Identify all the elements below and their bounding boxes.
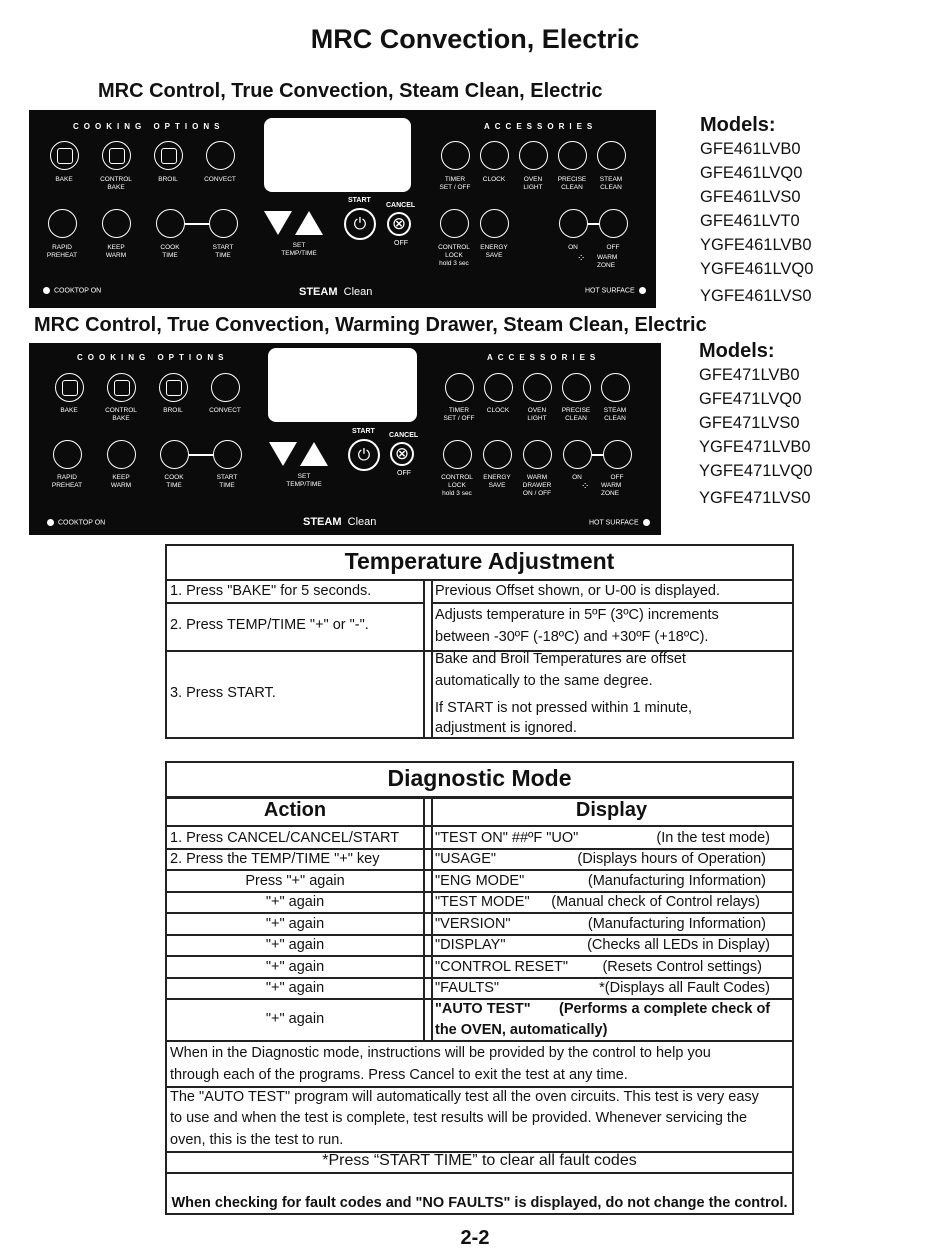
warm-zone-off-button[interactable] [599,209,628,238]
keep-warm-label: KEEP WARM [110,474,132,489]
broil-label: BROIL [163,407,183,414]
start-time-button[interactable] [209,209,238,238]
clear-fault-note: *Press “START TIME” to clear all fault codes [322,1152,637,1169]
energy-save-button[interactable] [483,440,512,469]
model-number: YGFE461LVQ0 [700,260,814,278]
precise-clean-button[interactable] [558,141,587,170]
model-number: GFE461LVQ0 [700,164,803,182]
step-1: 1. Press "BAKE" for 5 seconds. [170,583,372,599]
model-number: YGFE461LVS0 [700,287,812,305]
start-time-label: START TIME [216,474,238,489]
display-row-9: "AUTO TEST" [435,1001,531,1017]
warm-drawer-button[interactable] [523,440,552,469]
panel2-title: MRC Control, True Convection, Warming Drawer, Steam Clean, Electric [34,314,707,336]
broil-button[interactable] [154,141,183,170]
precise-clean-button[interactable] [562,373,591,402]
table-title: Temperature Adjustment [344,548,615,574]
result-2-line1: Adjusts temperature in 5ºF (3ºC) increments [435,607,719,623]
rapid-preheat-label: RAPID PREHEAT [46,244,78,259]
action-row-8: "+" again [265,980,325,996]
accessories-header: ACCESSORIES [484,122,598,131]
result-3-line2: automatically to the same degree. [435,673,653,689]
timer-button[interactable] [445,373,474,402]
note-row-7: (Resets Control settings) [602,959,762,975]
models-list [700,137,813,308]
keep-warm-label: KEEP WARM [105,244,127,259]
action-row-4: "+" again [265,894,325,910]
set-temp-label: SET TEMP/TIME [281,242,317,257]
cancel-button[interactable] [387,212,411,236]
result-3-line4: adjustment is ignored. [435,720,577,736]
display-row-3: "ENG MODE" [435,873,525,889]
result-2-line2: between -30ºF (-18ºC) and +30ºF (+18ºC). [435,629,709,645]
model-number: GFE461LVB0 [700,140,801,158]
rapid-preheat-button[interactable] [53,440,82,469]
off-label: OFF [610,474,624,481]
diagnostic-note-2-line1: The "AUTO TEST" program will automatically test all the oven circuits. This test is very easy [170,1089,759,1105]
model-number: YGFE471LVB0 [699,438,811,456]
diagnostic-mode-table [165,761,794,1215]
bake-label: BAKE [55,176,73,183]
display-row-4: "TEST MODE" [435,894,530,910]
note-row-9: (Performs a complete check of [559,1001,771,1017]
start-label: START [352,428,375,435]
warm-zone-label: WARM ZONE [597,254,618,269]
action-row-6: "+" again [265,937,325,953]
hot-surface-indicator [589,519,654,526]
temperature-adjustment-table [165,544,794,739]
hot-surface-label: HOT SURFACE [589,519,639,527]
broil-label: BROIL [158,176,178,183]
clean-word: Clean [347,516,377,528]
models-block-1 [700,114,813,308]
action-row-2: 2. Press the TEMP/TIME "+" key [170,851,380,867]
action-column-header: Action [263,799,327,821]
display-row-2: "USAGE" [435,851,497,867]
table-title: Diagnostic Mode [387,765,572,791]
note-row-3: (Manufacturing Information) [587,873,766,889]
temp-up-button[interactable] [300,442,328,466]
warm-drawer-label: WARM DRAWER ON / OFF [522,474,552,497]
accessories-header: ACCESSORIES [487,353,601,362]
cooking-options-header: COOKING OPTIONS [73,122,225,131]
start-button[interactable] [344,208,376,240]
display-column-header: Display [575,799,648,821]
steam-word: STEAM [299,286,338,298]
rapid-preheat-label: RAPID PREHEAT [51,474,83,489]
cooktop-on-label: COOKTOP ON [54,287,102,295]
action-row-1: 1. Press CANCEL/CANCEL/START [170,830,400,846]
control-lock-label: CONTROL LOCK hold 3 sec [438,244,470,267]
control-bake-label: CONTROL BAKE [100,176,132,191]
diagnostic-note-2-line3: oven, this is the test to run. [170,1132,344,1148]
cancel-label: CANCEL [386,202,416,209]
model-number: GFE471LVQ0 [699,390,802,408]
step-3: 3. Press START. [170,685,276,701]
action-row-9: "+" again [265,1011,325,1027]
oven-light-button[interactable] [523,373,552,402]
models-block-2 [699,340,812,510]
start-label: START [348,197,371,204]
display-row-1: "TEST ON" ##ºF "UO" [435,830,579,846]
rapid-preheat-button[interactable] [48,209,77,238]
hot-surface-label: HOT SURFACE [585,287,635,295]
action-row-3: Press "+" again [245,873,345,889]
cook-time-label: COOK TIME [164,474,184,489]
cooking-options-header: COOKING OPTIONS [77,353,229,362]
cancel-button[interactable] [390,442,414,466]
diagnostic-note-1-line1: When in the Diagnostic mode, instructions will be provided by the control to help you [170,1045,711,1061]
convect-button[interactable] [211,373,240,402]
keep-warm-button[interactable] [102,209,131,238]
warm-zone-on-button[interactable] [559,209,588,238]
start-time-button[interactable] [213,440,242,469]
cooktop-on-label: COOKTOP ON [58,519,106,527]
control-bake-button[interactable] [102,141,131,170]
hot-surface-indicator [585,287,650,294]
note-row-5: (Manufacturing Information) [587,916,766,932]
display-row-8: "FAULTS" [435,980,500,996]
off-label: OFF [394,240,408,247]
precise-clean-label: PRECISE CLEAN [557,176,587,191]
control-bake-button[interactable] [107,373,136,402]
connector-line [185,223,210,225]
energy-save-label: ENERGY SAVE [480,244,508,259]
result-1: Previous Offset shown, or U-00 is displayed. [435,583,721,599]
display-row-6: "DISPLAY" [435,937,506,953]
model-number: YGFE471LVS0 [699,489,811,507]
control-panel-1 [29,110,656,308]
note-row-6: (Checks all LEDs in Display) [587,937,770,953]
warm-zone-icon: ⁘ [577,253,586,264]
display-row-7: "CONTROL RESET" [435,959,569,975]
on-label: ON [572,474,582,481]
oven-light-button[interactable] [519,141,548,170]
timer-button[interactable] [441,141,470,170]
on-label: ON [568,244,578,251]
steam-clean-label: STEAM CLEAN [603,407,627,422]
clock-button[interactable] [484,373,513,402]
start-time-label: START TIME [212,244,234,259]
models-heading: Models: [700,114,776,136]
temp-down-button[interactable] [269,442,297,466]
cancel-label: CANCEL [389,432,419,439]
clock-button[interactable] [480,141,509,170]
cook-time-button[interactable] [156,209,185,238]
steam-clean-logo [299,286,372,298]
convect-button[interactable] [206,141,235,170]
off-label: OFF [397,470,411,477]
clean-word: Clean [343,286,373,298]
models-heading: Models: [699,340,775,362]
oven-light-label: OVEN LIGHT [523,176,543,191]
warm-zone-label: WARM ZONE [601,482,622,497]
cooktop-on-indicator [39,287,101,294]
cook-time-button[interactable] [160,440,189,469]
page-number: 2-2 [460,1227,490,1249]
steam-clean-button[interactable] [597,141,626,170]
precise-clean-label: PRECISE CLEAN [561,407,591,422]
broil-button[interactable] [159,373,188,402]
bake-button[interactable] [50,141,79,170]
control-panel-2 [29,343,661,535]
start-button[interactable] [348,439,380,471]
connector-line [189,454,214,456]
bake-label: BAKE [60,407,78,414]
temp-up-button[interactable] [295,211,323,235]
steam-clean-button[interactable] [601,373,630,402]
diagnostic-note-2-line2: to use and when the test is complete, test results will be provided. Whenever servicing the [170,1110,748,1126]
no-faults-note: When checking for fault codes and "NO FAULTS" is displayed, do not change the control. [171,1195,788,1211]
note-row-4: (Manual check of Control relays) [551,894,760,910]
display-window [264,118,411,192]
control-lock-button[interactable] [440,209,469,238]
models-list [699,363,812,510]
clock-label: CLOCK [486,407,510,414]
model-number: YGFE461LVB0 [700,236,812,254]
cooktop-on-indicator [43,519,105,526]
control-lock-label: CONTROL LOCK hold 3 sec [441,474,473,497]
model-number: YGFE471LVQ0 [699,462,813,480]
convect-label: CONVECT [209,407,241,414]
clock-label: CLOCK [482,176,506,183]
result-3-line1: Bake and Broil Temperatures are offset [435,651,686,667]
result-3-line3: If START is not pressed within 1 minute, [435,700,693,716]
steam-word: STEAM [303,516,342,528]
bake-button[interactable] [55,373,84,402]
note-row-8: *(Displays all Fault Codes) [599,980,770,996]
keep-warm-button[interactable] [107,440,136,469]
display-row-5: "VERSION" [435,916,511,932]
page-title: MRC Convection, Electric [310,24,640,54]
display-window [268,348,417,422]
timer-label: TIMER SET / OFF [439,176,471,191]
note-row-2: (Displays hours of Operation) [577,851,766,867]
panel1-title: MRC Control, True Convection, Steam Clean, Electric [98,80,603,102]
model-number: GFE461LVS0 [700,188,801,206]
off-label: OFF [606,244,620,251]
note-row-1: (In the test mode) [656,830,770,846]
convect-label: CONVECT [204,176,236,183]
step-2: 2. Press TEMP/TIME "+" or "-". [170,617,369,633]
temp-down-button[interactable] [264,211,292,235]
diagnostic-note-1-line2: through each of the programs. Press Cancel to exit the test at any time. [170,1067,628,1083]
warm-zone-on-button[interactable] [563,440,592,469]
warm-zone-off-button[interactable] [603,440,632,469]
model-number: GFE471LVB0 [699,366,800,384]
set-temp-label: SET TEMP/TIME [286,473,322,488]
oven-light-label: OVEN LIGHT [527,407,547,422]
control-lock-button[interactable] [443,440,472,469]
action-row-5: "+" again [265,916,325,932]
note-row-9-line2: the OVEN, automatically) [435,1022,608,1038]
steam-clean-label: STEAM CLEAN [599,176,623,191]
model-number: GFE471LVS0 [699,414,800,432]
warm-zone-icon: ⁘ [581,481,590,492]
energy-save-button[interactable] [480,209,509,238]
action-row-7: "+" again [265,959,325,975]
steam-clean-logo [303,516,376,528]
control-bake-label: CONTROL BAKE [105,407,137,422]
energy-save-label: ENERGY SAVE [483,474,511,489]
timer-label: TIMER SET / OFF [443,407,475,422]
model-number: GFE461LVT0 [700,212,800,230]
cook-time-label: COOK TIME [160,244,180,259]
